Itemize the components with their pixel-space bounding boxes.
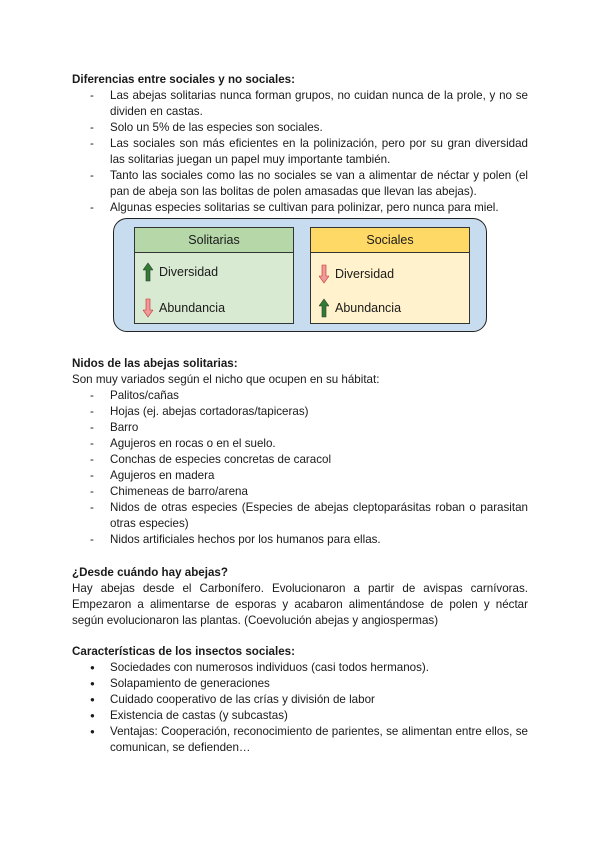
solitarias-column bbox=[134, 227, 294, 324]
sociales-diversity-row bbox=[319, 264, 394, 284]
sociales-abundance-label: Abundancia bbox=[335, 301, 402, 315]
list-item: - Algunas especies solitarias se cultivan para polinizar, pero nunca para miel. bbox=[90, 200, 528, 216]
nests-list bbox=[90, 388, 528, 548]
list-item: - Hojas (ej. abejas cortadoras/tapiceras) bbox=[90, 404, 528, 420]
list-item: ● Ventajas: Cooperación, reconocimiento de parientes, se alimentan entre ellos, se comunican, se defienden… bbox=[90, 724, 528, 756]
solitarias-abundance-label: Abundancia bbox=[159, 301, 226, 315]
arrow-down-icon bbox=[143, 298, 153, 318]
list-item: - Solo un 5% de las especies son sociales. bbox=[90, 120, 528, 136]
list-item: - Las sociales son más eficientes en la polinización, pero por su gran diversidad las solitarias juegan un papel muy importante también. bbox=[90, 136, 528, 168]
list-item: - Palitos/cañas bbox=[90, 388, 528, 404]
differences-list bbox=[90, 88, 528, 216]
section-origin-title: ¿Desde cuándo hay abejas? bbox=[72, 566, 228, 579]
solitarias-diversity-row bbox=[143, 262, 218, 282]
nests-intro: Son muy variados según el nicho que ocupen en su hábitat: bbox=[72, 373, 380, 386]
list-item: - Conchas de especies concretas de caracol bbox=[90, 452, 528, 468]
list-item: - Nidos artificiales hechos por los humanos para ellas. bbox=[90, 532, 528, 548]
arrow-up-icon bbox=[143, 262, 153, 282]
origin-paragraph: Hay abejas desde el Carbonífero. Evolucionaron a partir de avispas carnívoras. Empezaron a alimentarse de esporas y acabaron alimentándose de polen y néctar según evolucionaron las plantas. (Coevolución abejas y angiospermas) bbox=[72, 582, 528, 627]
section-nests-title: Nidos de las abejas solitarias: bbox=[72, 357, 238, 370]
arrow-up-icon bbox=[319, 298, 329, 318]
sociales-column bbox=[310, 227, 470, 324]
list-item: - Nidos de otras especies (Especies de abejas cleptoparásitas roban o parasitan otras especies) bbox=[90, 500, 528, 532]
sociales-abundance-row bbox=[319, 298, 401, 318]
sociales-diversity-label: Diversidad bbox=[335, 267, 395, 281]
arrow-down-icon bbox=[319, 264, 329, 284]
list-item: ● Existencia de castas (y subcastas) bbox=[90, 708, 528, 724]
section-social-insects-title: Características de los insectos sociales: bbox=[72, 645, 295, 658]
list-item: - Agujeros en rocas o en el suelo. bbox=[90, 436, 528, 452]
solitarias-abundance-row bbox=[143, 298, 225, 318]
list-item: - Las abejas solitarias nunca forman grupos, no cuidan nunca de la prole, y no se dividen en castas. bbox=[90, 88, 528, 120]
list-item: ● Sociedades con numerosos individuos (casi todos hermanos). bbox=[90, 660, 528, 676]
list-item: ● Cuidado cooperativo de las crías y división de labor bbox=[90, 692, 528, 708]
list-item: ● Solapamiento de generaciones bbox=[90, 676, 528, 692]
solitarias-header: Solitarias bbox=[135, 228, 293, 253]
section-differences-title: Diferencias entre sociales y no sociales: bbox=[72, 73, 295, 86]
list-item: - Agujeros en madera bbox=[90, 468, 528, 484]
list-item: - Barro bbox=[90, 420, 528, 436]
list-item: - Tanto las sociales como las no sociales se van a alimentar de néctar y polen (el pan de abeja son las bolitas de polen amasadas que llevan las abejas). bbox=[90, 168, 528, 200]
comparison-table bbox=[113, 218, 487, 332]
sociales-header: Sociales bbox=[311, 228, 469, 253]
solitarias-diversity-label: Diversidad bbox=[159, 265, 219, 279]
list-item: - Chimeneas de barro/arena bbox=[90, 484, 528, 500]
social-insects-list bbox=[90, 660, 528, 756]
